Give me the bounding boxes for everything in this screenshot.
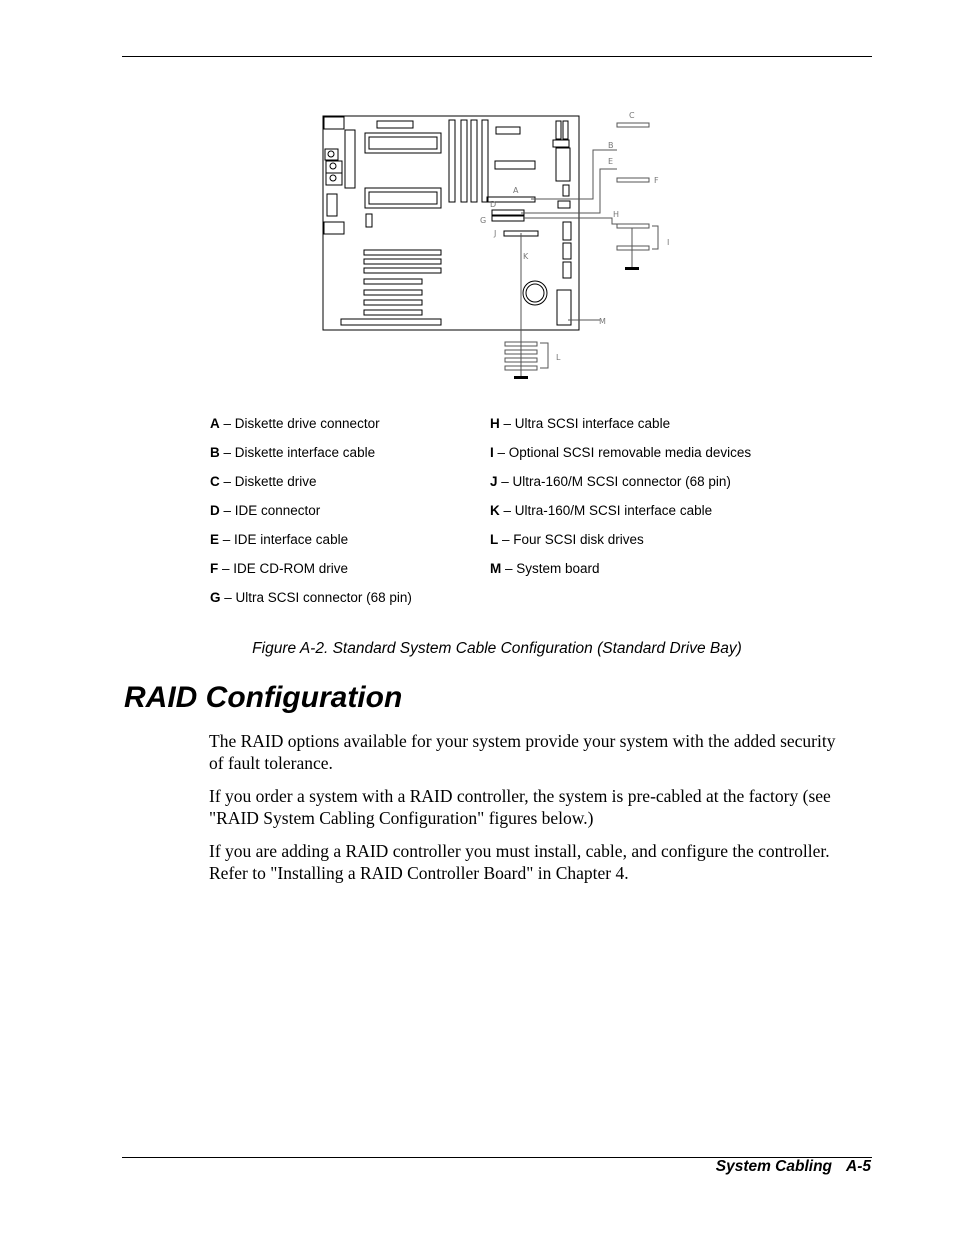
callout-d: D xyxy=(490,200,497,209)
legend-text: – Four SCSI disk drives xyxy=(498,532,644,547)
legend-letter: H xyxy=(490,416,500,431)
legend-text: – Ultra-160/M SCSI interface cable xyxy=(499,503,713,518)
legend-right-column xyxy=(490,414,751,588)
legend-letter: G xyxy=(210,590,221,605)
legend-letter: M xyxy=(490,561,502,576)
footer-section-name: System Cabling xyxy=(715,1158,833,1175)
footer-page-number: A-5 xyxy=(846,1158,871,1175)
legend-letter: F xyxy=(210,561,219,576)
paragraph: If you order a system with a RAID controller, the system is pre-cabled at the factory (see "RAID System Cabling Configuration" figures below.) xyxy=(209,786,831,828)
callout-i: I xyxy=(667,238,670,247)
legend-text: – IDE CD-ROM drive xyxy=(218,561,349,576)
legend-letter: L xyxy=(490,532,499,547)
legend-text: – IDE connector xyxy=(219,503,321,518)
legend-item xyxy=(210,588,412,617)
legend-letter: C xyxy=(210,474,220,489)
legend-text: – Ultra SCSI connector (68 pin) xyxy=(220,590,412,605)
legend-text: – Diskette interface cable xyxy=(219,445,376,460)
callout-g: G xyxy=(480,216,487,225)
legend-letter: B xyxy=(210,445,220,460)
callout-h: H xyxy=(613,210,620,219)
legend-text: – System board xyxy=(501,561,600,576)
page-footer xyxy=(716,1158,871,1176)
figure-caption: Figure A-2. Standard System Cable Configuration (Standard Drive Bay) xyxy=(252,640,742,657)
callout-b: B xyxy=(608,141,614,150)
callout-j: J xyxy=(494,229,497,238)
legend-left-column xyxy=(210,414,412,617)
callout-a: A xyxy=(513,186,519,195)
legend-item xyxy=(210,443,412,472)
section-title: RAID Configuration xyxy=(124,681,403,714)
legend-letter: A xyxy=(210,416,220,431)
legend-text: – Diskette drive connector xyxy=(219,416,380,431)
legend-text: – Optional SCSI removable media devices xyxy=(493,445,752,460)
legend-letter: J xyxy=(490,474,498,489)
legend-item xyxy=(490,414,751,443)
legend-item xyxy=(210,559,412,588)
paragraph: If you are adding a RAID controller you must install, cable, and configure the controller. Refer to "Installing a RAID Controller Board" in Chapter 4. xyxy=(209,841,830,883)
legend-letter: D xyxy=(210,503,220,518)
legend-item xyxy=(210,530,412,559)
legend-text: – Ultra-160/M SCSI connector (68 pin) xyxy=(497,474,731,489)
paragraph: The RAID options available for your system provide your system with the added security of fault tolerance. xyxy=(209,731,836,773)
legend-item xyxy=(490,530,751,559)
legend-item xyxy=(210,414,412,443)
header-rule xyxy=(122,56,872,57)
callout-k: K xyxy=(523,252,529,261)
callout-f: F xyxy=(654,176,659,185)
legend-text: – Ultra SCSI interface cable xyxy=(499,416,671,431)
callout-l: L xyxy=(556,353,561,362)
legend-item xyxy=(210,472,412,501)
legend-item xyxy=(490,472,751,501)
legend-item xyxy=(210,501,412,530)
callout-m: M xyxy=(599,317,606,326)
legend-item xyxy=(490,501,751,530)
legend-letter: I xyxy=(490,445,494,460)
legend-text: – IDE interface cable xyxy=(219,532,349,547)
legend-letter: E xyxy=(210,532,220,547)
body-text xyxy=(209,731,849,896)
callout-e: E xyxy=(608,157,614,166)
system-board xyxy=(323,116,579,330)
legend-text: – Diskette drive xyxy=(219,474,317,489)
callout-c: C xyxy=(629,111,635,120)
legend-item xyxy=(490,559,751,588)
cable-configuration-diagram xyxy=(318,104,678,386)
legend-letter: K xyxy=(490,503,500,518)
legend-item xyxy=(490,443,751,472)
